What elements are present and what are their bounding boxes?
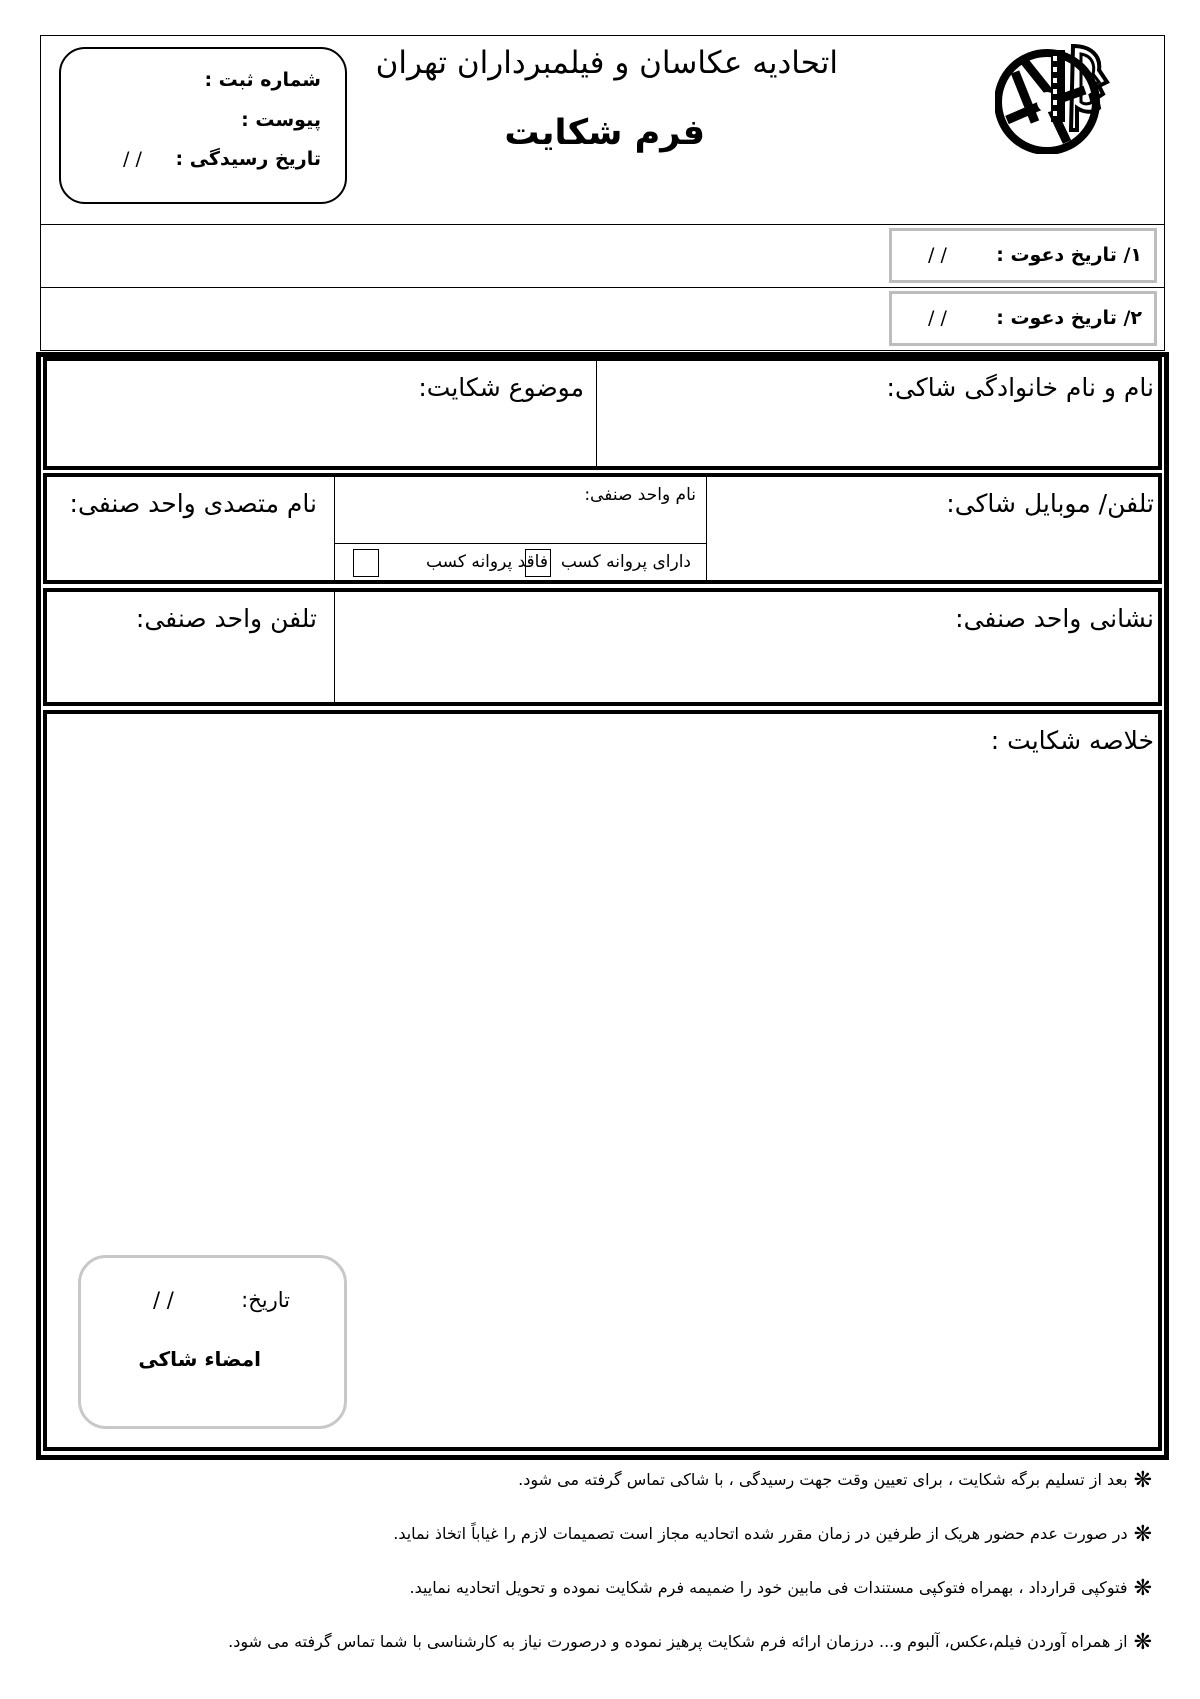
review-date-slashes: / / [123, 148, 142, 170]
complainant-name-field[interactable] [600, 411, 1152, 461]
has-license-label: دارای پروانه کسب [560, 552, 691, 572]
asterisk-bullet-icon: ❋ [1133, 1630, 1152, 1655]
no-license-checkbox[interactable] [353, 549, 379, 577]
no-license-label: فاقد پروانه کسب [425, 552, 548, 572]
business-name-label: نام واحد صنفی: [584, 485, 696, 505]
complaint-subject-field[interactable] [53, 411, 593, 461]
complaint-subject-label: موضوع شکایت: [418, 373, 584, 402]
invitation-date-slashes-1: / / [928, 244, 947, 266]
business-address-field[interactable] [340, 642, 1152, 698]
invitation-date-label-1: ۱/ تاریخ دعوت : [996, 244, 1142, 266]
form-title: فرم شکایت [504, 113, 705, 153]
business-address-label: نشانی واحد صنفی: [955, 604, 1154, 633]
signature-date-slashes: / / [153, 1288, 174, 1312]
registration-number-label: شماره ثبت : [204, 69, 321, 91]
note-item [228, 1630, 1152, 1655]
asterisk-bullet-icon: ❋ [1133, 1522, 1152, 1547]
signature-date-label: تاریخ: [241, 1288, 290, 1312]
note-text: فتوکپی قرارداد ، بهمراه فتوکپی مستندات فی مابین خود را ضمیمه فرم شکایت نموده و تحویل اتحادیه نمایید. [409, 1578, 1128, 1597]
asterisk-bullet-icon: ❋ [1133, 1576, 1152, 1601]
invitation-date-field-1[interactable] [889, 228, 1157, 283]
camera-aperture-logo-icon [995, 42, 1120, 154]
invitation-row-1 [40, 225, 1165, 288]
business-phone-field[interactable] [53, 642, 329, 698]
business-operator-label: نام متصدی واحد صنفی: [69, 489, 317, 518]
invitation-date-label-2: ۲/ تاریخ دعوت : [996, 307, 1142, 329]
invitation-date-slashes-2: / / [928, 307, 947, 329]
business-name-field[interactable] [339, 513, 701, 539]
note-item [518, 1468, 1152, 1493]
complaint-summary-label: خلاصه شکایت : [990, 726, 1154, 755]
note-text: از همراه آوردن فیلم،عکس، آلبوم و... درزمان ارائه فرم شکایت پرهیز نموده و درصورت نیاز به کارشناسی با شما تماس گرفته می شود. [228, 1632, 1128, 1651]
asterisk-bullet-icon: ❋ [1133, 1468, 1152, 1493]
business-address-section [43, 588, 1162, 706]
business-operator-field[interactable] [53, 527, 329, 577]
attachment-label: پیوست : [241, 109, 321, 131]
section-divider [334, 477, 335, 580]
note-text: بعد از تسلیم برگه شکایت ، برای تعیین وقت جهت رسیدگی ، با شاکی تماس گرفته می شود. [518, 1470, 1128, 1489]
section-divider [334, 592, 335, 702]
complainant-phone-label: تلفن/ موبایل شاکی: [946, 489, 1154, 518]
note-text: در صورت عدم حضور هریک از طرفین در زمان مقرر شده اتحادیه مجاز است تصمیمات لازم را غیاباً اتخاذ نماید. [393, 1524, 1128, 1543]
complainant-name-label: نام و نام خانوادگی شاکی: [886, 373, 1154, 402]
invitation-row-2 [40, 288, 1165, 351]
complainant-signature-label: امضاء شاکی [138, 1347, 261, 1371]
signature-box [78, 1255, 347, 1429]
business-phone-label: تلفن واحد صنفی: [135, 604, 317, 633]
complainant-phone-field[interactable] [712, 527, 1152, 577]
section-divider [706, 477, 707, 580]
invitation-date-field-2[interactable] [889, 291, 1157, 346]
organization-name: اتحادیه عکاسان و فیلمبرداران تهران [375, 45, 838, 81]
license-row-divider [334, 543, 706, 544]
section-divider [596, 361, 597, 466]
note-item [393, 1522, 1152, 1547]
review-date-label: تاریخ رسیدگی : [175, 148, 321, 170]
registration-box [59, 47, 347, 204]
business-section [43, 473, 1162, 584]
note-item [409, 1576, 1152, 1601]
complainant-section [43, 357, 1162, 470]
